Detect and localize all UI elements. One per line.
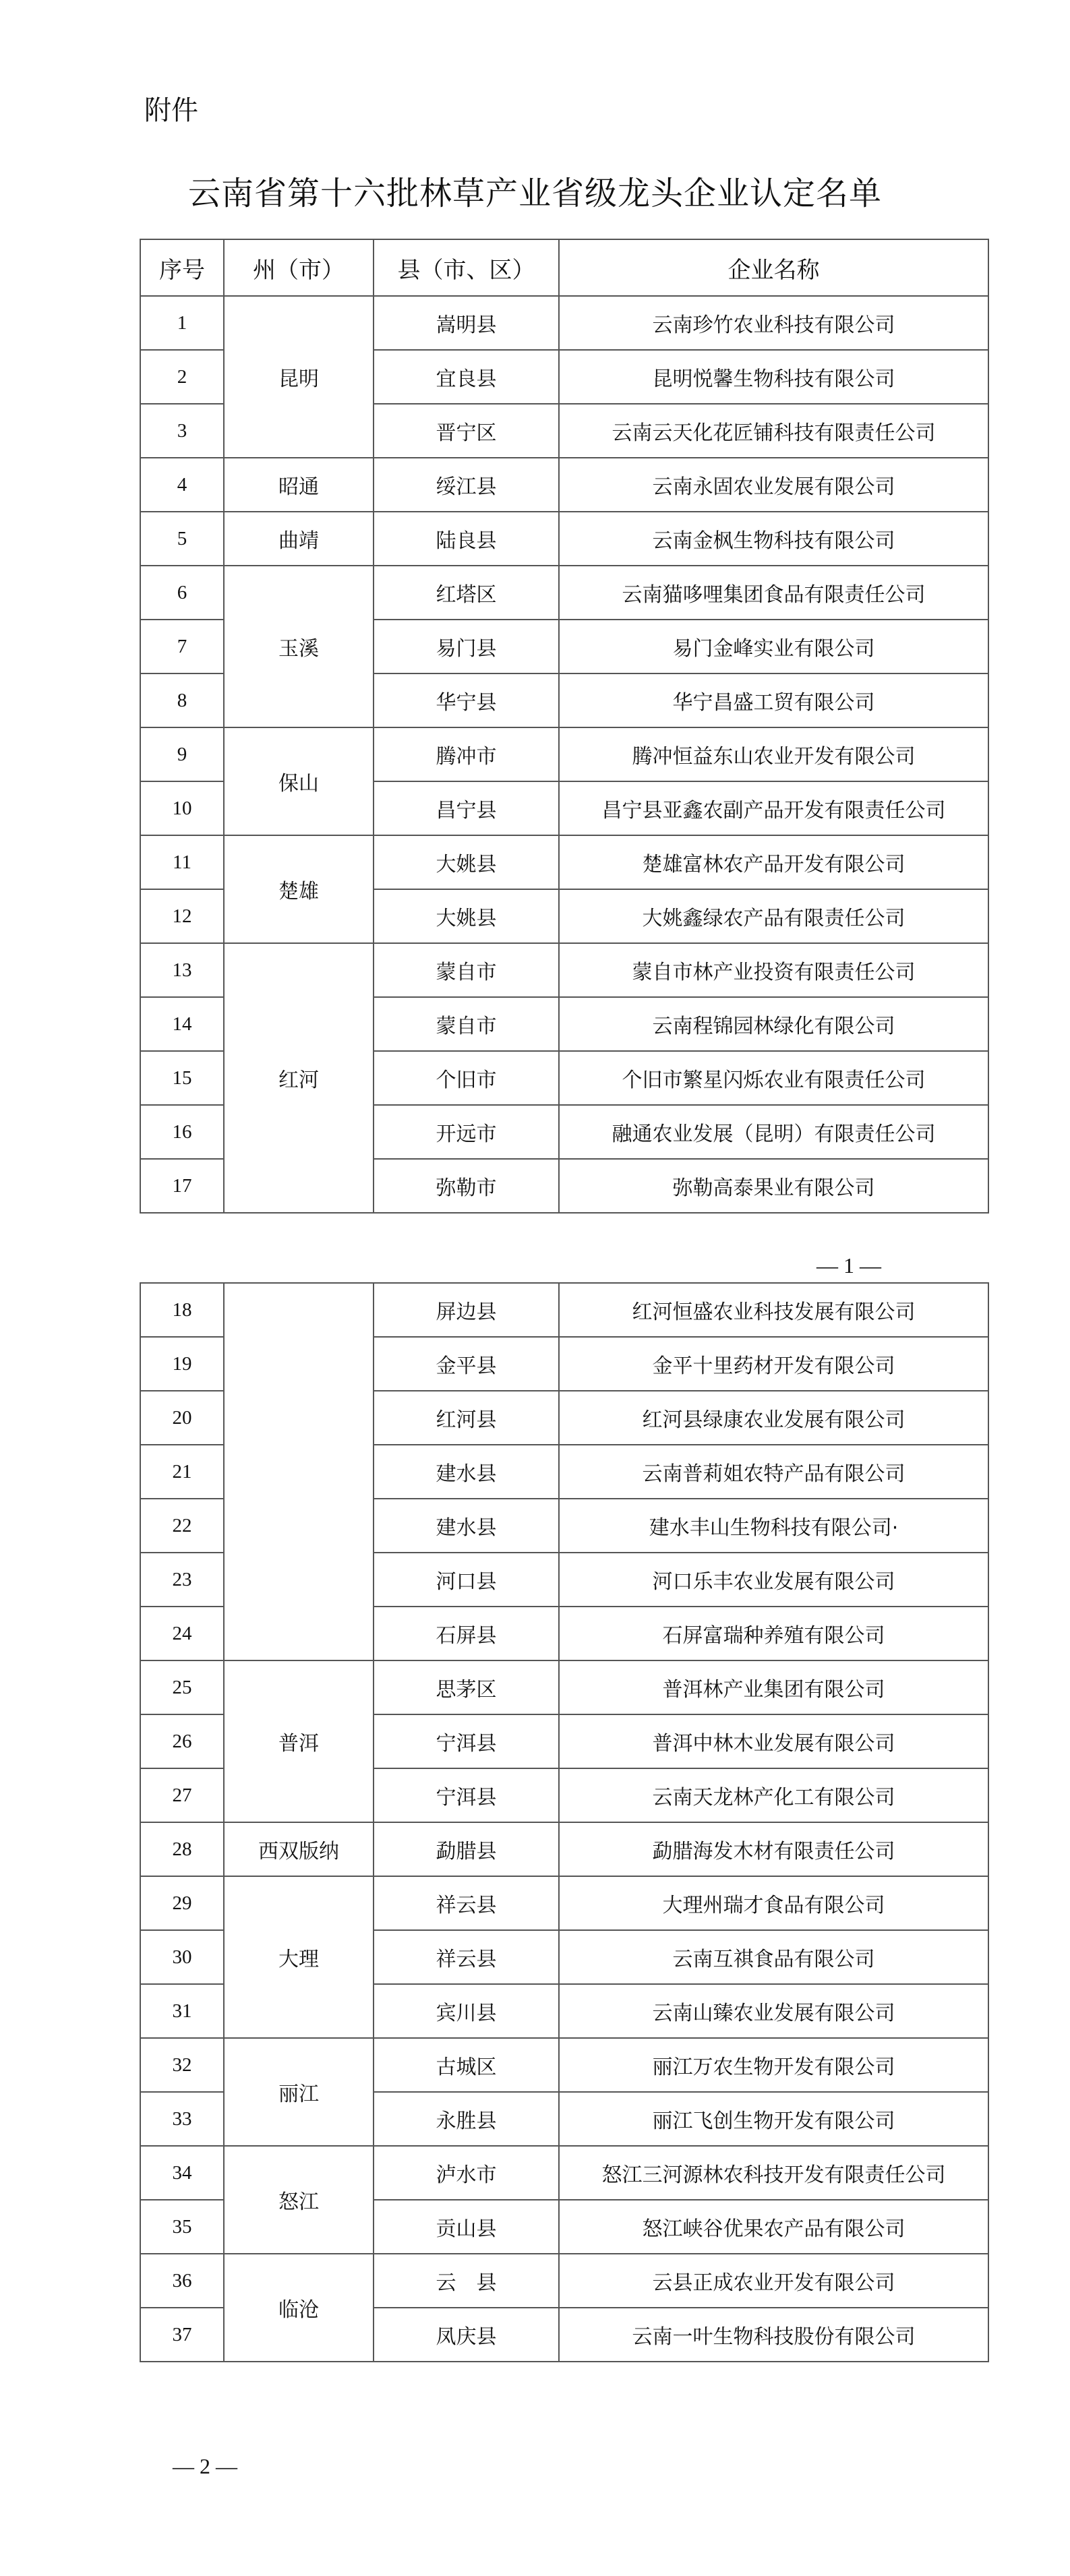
company-cell: 大姚鑫绿农产品有限责任公司 [559,889,988,943]
row-number: 5 [140,512,224,566]
county-cell: 金平县 [374,1337,559,1391]
row-number: 8 [140,673,224,727]
row-number: 21 [140,1445,224,1499]
document-title: 云南省第十六批林草产业省级龙头企业认定名单 [187,175,882,212]
county-cell: 昌宁县 [374,781,559,835]
company-cell: 建水丰山生物科技有限公司· [559,1499,988,1553]
column-header-prefecture: 州（市） [224,239,374,296]
prefecture-cell: 怒江 [224,2146,374,2254]
county-cell: 大姚县 [374,835,559,889]
table-row [140,1283,988,1337]
county-cell: 古城区 [374,2038,559,2092]
company-cell: 蒙自市林产业投资有限责任公司 [559,943,988,997]
row-number: 36 [140,2254,224,2308]
company-cell: 云南珍竹农业科技有限公司 [559,296,988,350]
enterprise-table-page-1 [140,239,989,1214]
row-number: 28 [140,1822,224,1876]
prefecture-cell: 丽江 [224,2038,374,2146]
county-cell: 开远市 [374,1105,559,1159]
company-cell: 腾冲恒益东山农业开发有限公司 [559,727,988,781]
company-cell: 丽江飞创生物开发有限公司 [559,2092,988,2146]
row-number: 33 [140,2092,224,2146]
row-number: 27 [140,1768,224,1822]
county-cell: 勐腊县 [374,1822,559,1876]
prefecture-cell: 昭通 [224,458,374,512]
county-cell: 祥云县 [374,1876,559,1930]
row-number: 14 [140,997,224,1051]
row-number: 12 [140,889,224,943]
row-number: 9 [140,727,224,781]
table-row [140,458,988,512]
county-cell: 石屏县 [374,1607,559,1660]
row-number: 15 [140,1051,224,1105]
row-number: 29 [140,1876,224,1930]
company-cell: 云南一叶生物科技股份有限公司 [559,2308,988,2362]
row-number: 7 [140,620,224,673]
company-cell: 怒江峡谷优果农产品有限公司 [559,2200,988,2254]
company-cell: 华宁昌盛工贸有限公司 [559,673,988,727]
table-row [140,566,988,620]
county-cell: 建水县 [374,1445,559,1499]
row-number: 1 [140,296,224,350]
company-cell: 云南猫哆哩集团食品有限责任公司 [559,566,988,620]
row-number: 3 [140,404,224,458]
table-row [140,727,988,781]
company-cell: 云南互祺食品有限公司 [559,1930,988,1984]
county-cell: 大姚县 [374,889,559,943]
column-header-county: 县（市、区） [374,239,559,296]
row-number: 35 [140,2200,224,2254]
company-cell: 金平十里药材开发有限公司 [559,1337,988,1391]
page-number: — 2 — [173,2454,237,2478]
county-cell: 易门县 [374,620,559,673]
row-number: 2 [140,350,224,404]
company-cell: 昆明悦馨生物科技有限公司 [559,350,988,404]
company-cell: 昌宁县亚鑫农副产品开发有限责任公司 [559,781,988,835]
prefecture-cell: 楚雄 [224,835,374,943]
row-number: 37 [140,2308,224,2362]
company-cell: 勐腊海发木材有限责任公司 [559,1822,988,1876]
prefecture-cell: 大理 [224,1876,374,2038]
company-cell: 普洱中林木业发展有限公司 [559,1714,988,1768]
row-number: 10 [140,781,224,835]
row-number: 18 [140,1283,224,1337]
prefecture-cell: 玉溪 [224,566,374,727]
county-cell: 河口县 [374,1553,559,1607]
table-row [140,1660,988,1714]
county-cell: 建水县 [374,1499,559,1553]
county-cell: 弥勒市 [374,1159,559,1213]
company-cell: 易门金峰实业有限公司 [559,620,988,673]
county-cell: 红塔区 [374,566,559,620]
row-number: 25 [140,1660,224,1714]
table-row [140,2254,988,2308]
company-cell: 云南山臻农业发展有限公司 [559,1984,988,2038]
county-cell: 宜良县 [374,350,559,404]
company-cell: 云南永固农业发展有限公司 [559,458,988,512]
row-number: 34 [140,2146,224,2200]
company-cell: 怒江三河源林农科技开发有限责任公司 [559,2146,988,2200]
row-number: 30 [140,1930,224,1984]
row-number: 24 [140,1607,224,1660]
table-row [140,512,988,566]
row-number: 20 [140,1391,224,1445]
county-cell: 蒙自市 [374,943,559,997]
prefecture-cell: 昆明 [224,296,374,458]
attachment-label: 附件 [144,95,198,126]
prefecture-cell: 保山 [224,727,374,835]
table-row [140,1822,988,1876]
column-header-no: 序号 [140,239,224,296]
county-cell: 嵩明县 [374,296,559,350]
county-cell: 个旧市 [374,1051,559,1105]
company-cell: 云南金枫生物科技有限公司 [559,512,988,566]
prefecture-cell: 红河 [224,943,374,1213]
company-cell: 融通农业发展（昆明）有限责任公司 [559,1105,988,1159]
county-cell: 晋宁区 [374,404,559,458]
prefecture-cell: 临沧 [224,2254,374,2362]
company-cell: 普洱林产业集团有限公司 [559,1660,988,1714]
row-number: 22 [140,1499,224,1553]
company-cell: 河口乐丰农业发展有限公司 [559,1553,988,1607]
row-number: 13 [140,943,224,997]
row-number: 31 [140,1984,224,2038]
company-cell: 红河县绿康农业发展有限公司 [559,1391,988,1445]
column-header-company: 企业名称 [559,239,988,296]
company-cell: 云南天龙林产化工有限公司 [559,1768,988,1822]
table-header-row [140,239,988,296]
company-cell: 云南云天化花匠铺科技有限责任公司 [559,404,988,458]
county-cell: 泸水市 [374,2146,559,2200]
row-number: 6 [140,566,224,620]
county-cell: 凤庆县 [374,2308,559,2362]
row-number: 17 [140,1159,224,1213]
county-cell: 屏边县 [374,1283,559,1337]
company-cell: 弥勒高泰果业有限公司 [559,1159,988,1213]
county-cell: 宁洱县 [374,1768,559,1822]
row-number: 11 [140,835,224,889]
table-row [140,296,988,350]
county-cell: 云 县 [374,2254,559,2308]
table-row [140,943,988,997]
county-cell: 永胜县 [374,2092,559,2146]
row-number: 23 [140,1553,224,1607]
county-cell: 华宁县 [374,673,559,727]
county-cell: 宁洱县 [374,1714,559,1768]
table-row [140,2038,988,2092]
company-cell: 大理州瑞才食品有限公司 [559,1876,988,1930]
county-cell: 陆良县 [374,512,559,566]
county-cell: 思茅区 [374,1660,559,1714]
prefecture-cell: 曲靖 [224,512,374,566]
row-number: 4 [140,458,224,512]
company-cell: 云县正成农业开发有限公司 [559,2254,988,2308]
company-cell: 云南程锦园林绿化有限公司 [559,997,988,1051]
county-cell: 红河县 [374,1391,559,1445]
enterprise-table-page-2 [140,1282,989,2362]
company-cell: 红河恒盛农业科技发展有限公司 [559,1283,988,1337]
table-row [140,835,988,889]
row-number: 26 [140,1714,224,1768]
county-cell: 腾冲市 [374,727,559,781]
county-cell: 祥云县 [374,1930,559,1984]
company-cell: 丽江万农生物开发有限公司 [559,2038,988,2092]
company-cell: 云南普莉姐农特产品有限公司 [559,1445,988,1499]
row-number: 16 [140,1105,224,1159]
company-cell: 石屏富瑞种养殖有限公司 [559,1607,988,1660]
row-number: 19 [140,1337,224,1391]
table-row [140,1876,988,1930]
county-cell: 贡山县 [374,2200,559,2254]
company-cell: 个旧市繁星闪烁农业有限责任公司 [559,1051,988,1105]
row-number: 32 [140,2038,224,2092]
prefecture-cell: 西双版纳 [224,1822,374,1876]
county-cell: 绥江县 [374,458,559,512]
county-cell: 蒙自市 [374,997,559,1051]
company-cell: 楚雄富林农产品开发有限公司 [559,835,988,889]
prefecture-cell: 普洱 [224,1660,374,1822]
prefecture-cell [224,1283,374,1660]
county-cell: 宾川县 [374,1984,559,2038]
table-row [140,2146,988,2200]
page-number: — 1 — [816,1253,881,1278]
